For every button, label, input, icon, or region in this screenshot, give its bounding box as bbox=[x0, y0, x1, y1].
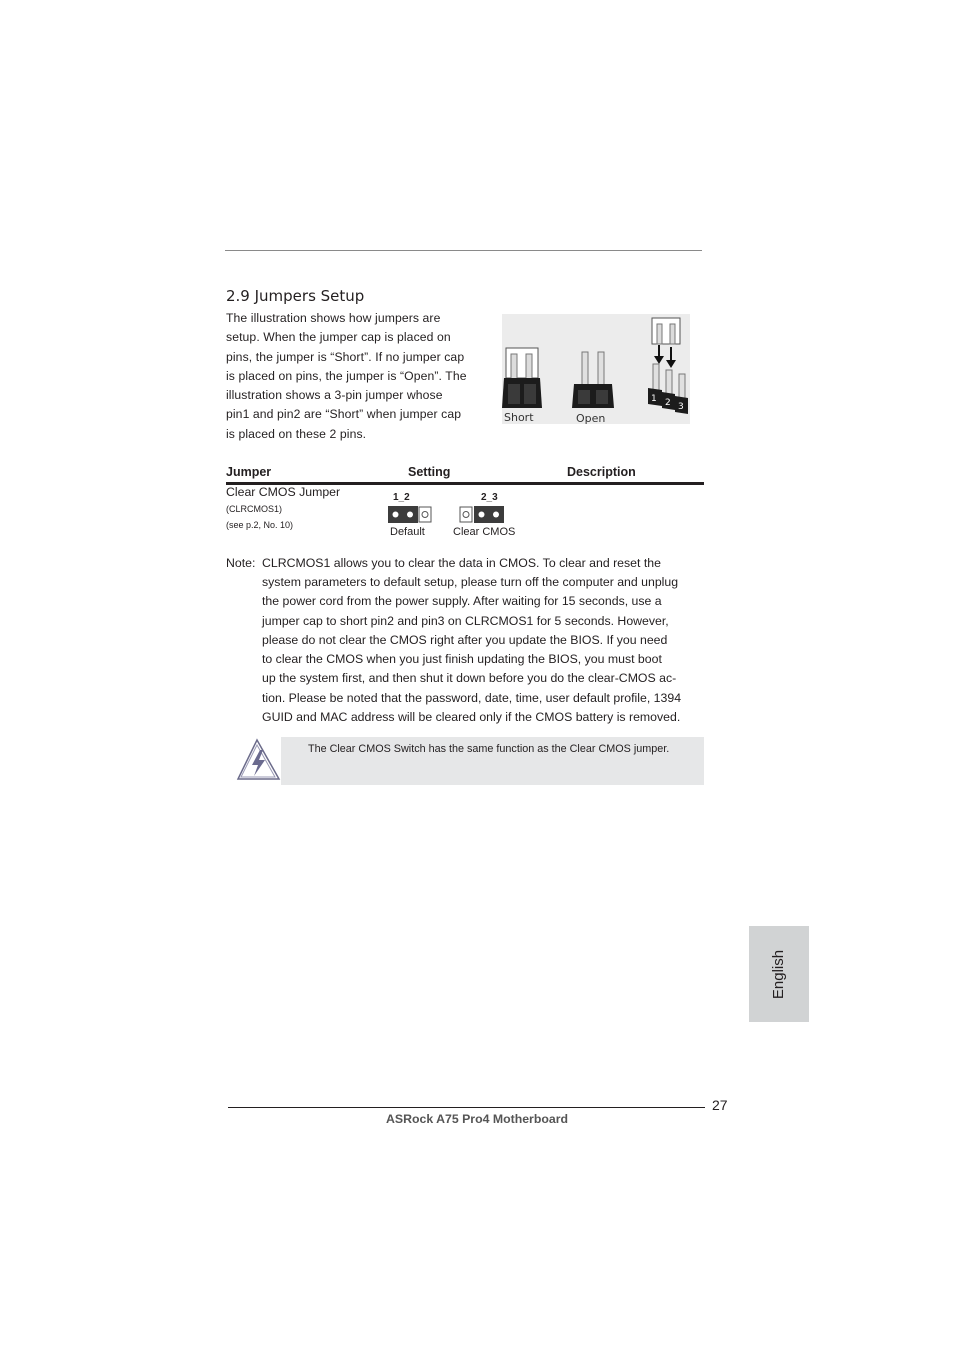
pin-number: 2 bbox=[665, 398, 671, 408]
note-line: the power cord from the power supply. After waiting for 15 seconds, use a bbox=[262, 594, 662, 609]
intro-line: setup. When the jumper cap is placed on bbox=[226, 330, 451, 345]
note-line: to clear the CMOS when you just finish updating the BIOS, you must boot bbox=[262, 652, 662, 667]
jumper-illustration-svg bbox=[502, 314, 690, 424]
jumper-id: (CLRCMOS1) bbox=[226, 504, 283, 514]
page-number: 27 bbox=[712, 1097, 728, 1113]
intro-line: is placed on pins, the jumper is “Open”. The bbox=[226, 368, 467, 383]
default-pins-label: 1_2 bbox=[393, 492, 410, 503]
note-line: tion. Please be noted that the password, date, time, user default profile, 1394 bbox=[262, 690, 682, 705]
intro-paragraph bbox=[226, 309, 477, 444]
intro-line: illustration shows a 3-pin jumper whose bbox=[226, 388, 443, 403]
clear-cmos-jumper-diagram bbox=[459, 506, 504, 523]
arrow-down-icon bbox=[666, 360, 676, 368]
intro-line: is placed on these 2 pins. bbox=[226, 426, 367, 441]
short-label: Short bbox=[504, 411, 534, 424]
intro-line: The illustration shows how jumpers are bbox=[226, 311, 441, 325]
header-jumper: Jumper bbox=[226, 465, 272, 479]
note-line: GUID and MAC address will be cleared only if the CMOS battery is removed. bbox=[262, 710, 681, 725]
bottom-rule bbox=[228, 1107, 705, 1108]
section-title: 2.9 Jumpers Setup bbox=[226, 287, 365, 305]
language-label: English bbox=[770, 949, 788, 999]
callout-text: The Clear CMOS Switch has the same function as the Clear CMOS jumper. bbox=[308, 743, 670, 755]
jumper-name: Clear CMOS Jumper bbox=[226, 485, 341, 499]
warning-lightning-icon bbox=[236, 737, 282, 783]
note-lead: Note: bbox=[226, 556, 256, 570]
intro-line: pin1 and pin2 are “Short” when jumper cap bbox=[226, 407, 462, 422]
pin-number: 1 bbox=[651, 394, 657, 404]
header-description: Description bbox=[567, 465, 636, 479]
open-label: Open bbox=[576, 412, 606, 424]
footer-product: ASRock A75 Pro4 Motherboard bbox=[386, 1112, 568, 1126]
jumper-reference: (see p.2, No. 10) bbox=[226, 520, 294, 530]
note-line: jumper cap to short pin2 and pin3 on CLRCMOS1 for 5 seconds. However, bbox=[262, 613, 669, 628]
note-line: up the system first, and then shut it down before you do the clear-CMOS ac- bbox=[262, 671, 677, 686]
pin-number: 3 bbox=[678, 402, 684, 412]
language-tab-label bbox=[749, 926, 809, 1022]
note-first-line: CLRCMOS1 allows you to clear the data in CMOS. To clear and reset the bbox=[262, 556, 661, 570]
arrow-down-icon bbox=[654, 356, 664, 364]
default-caption: Default bbox=[390, 526, 425, 538]
top-rule bbox=[225, 250, 702, 251]
intro-line: pins, the jumper is “Short”. If no jumper cap bbox=[226, 349, 465, 364]
default-jumper-diagram bbox=[388, 506, 432, 523]
open-jumper-graphic bbox=[572, 352, 614, 408]
note-line: system parameters to default setup, please turn off the computer and unplug bbox=[262, 575, 679, 589]
note-body bbox=[262, 573, 704, 727]
short-jumper-graphic bbox=[502, 348, 542, 408]
note-line: please do not clear the CMOS right after you update the BIOS. If you need bbox=[262, 632, 668, 647]
clear-cmos-caption: Clear CMOS bbox=[453, 526, 516, 538]
header-setting: Setting bbox=[408, 465, 451, 479]
jumper-illustration bbox=[502, 314, 690, 424]
clear-pins-label: 2_3 bbox=[481, 492, 498, 503]
